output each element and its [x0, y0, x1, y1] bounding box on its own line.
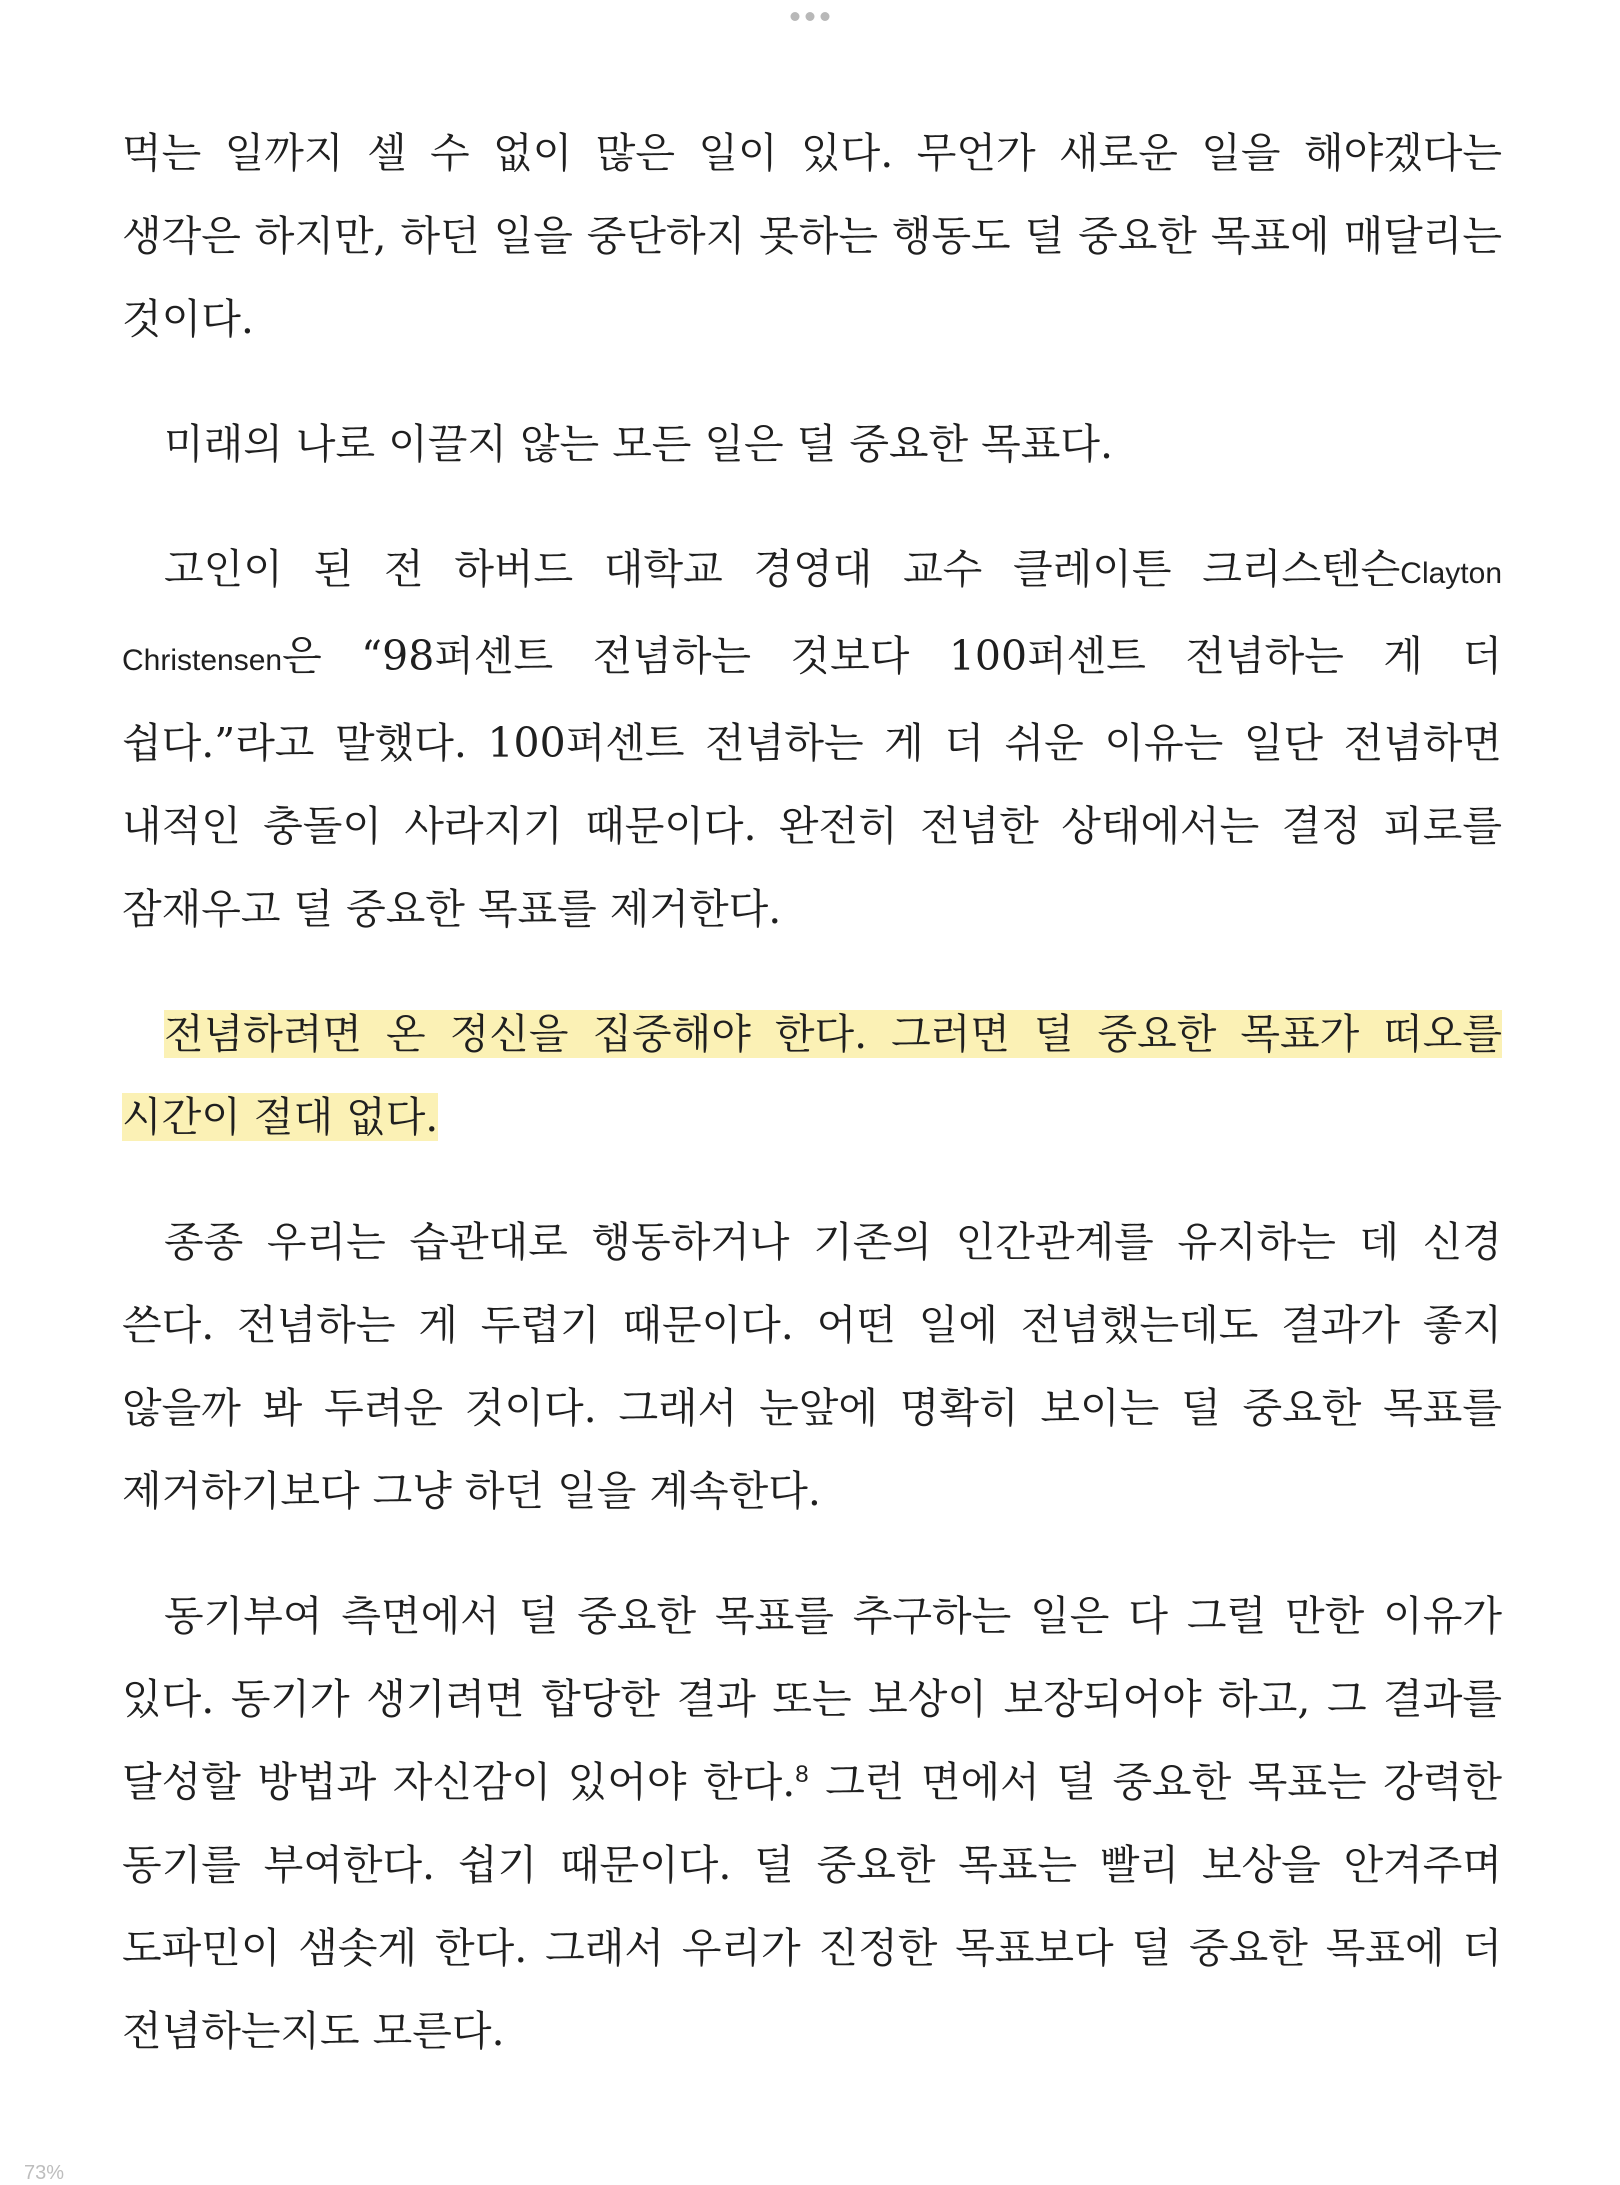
original-name: Clayton Christensen	[122, 557, 1502, 677]
paragraph-5: 종종 우리는 습관대로 행동하거나 기존의 인간관계를 유지하는 데 신경 쓴다. 전념하는 게 두렵기 때문이다. 어떤 일에 전념했는데도 결과가 좋지 않을까 봐 두려운 것이다. 그래서 눈앞에 명확히 보이는 덜 중요한 목표를 제거하기보다 그냥 하던 일을 계속한다.	[122, 1218, 1502, 1515]
more-options-handle[interactable]	[791, 12, 830, 21]
paragraph-6-text-before: 동기부여 측면에서 덜 중요한 목표를 추구하는 일은 다 그럴 만한 이유가 있다. 동기가 생기려면 합당한 결과 또는 보상이 보장되어야 하고, 그 결과를 달성할 방법과 자신감이 있어야 한다.	[122, 1592, 1502, 1806]
reading-progress: 73%	[24, 2162, 65, 2184]
dot-icon	[806, 12, 815, 21]
paragraph-3-text-before: 고인이 된 전 하버드 대학교 경영대 교수 클레이튼 크리스텐슨	[164, 545, 1401, 593]
dot-icon	[791, 12, 800, 21]
paragraph-4	[122, 993, 1502, 1159]
paragraph-3-text-after: 은 “98퍼센트 전념하는 것보다 100퍼센트 전념하는 게 더 쉽다.”라고 말했다. 100퍼센트 전념하는 게 더 쉬운 이유는 일단 전념하면 내적인 충돌이 사라지기 때문이다. 완전히 전념한 상태에서는 결정 피로를 잠재우고 덜 중요한 목표를 제거한다.	[122, 632, 1502, 933]
paragraph-1: 먹는 일까지 셀 수 없이 많은 일이 있다. 무언가 새로운 일을 해야겠다는 생각은 하지만, 하던 일을 중단하지 못하는 행동도 덜 중요한 목표에 매달리는 것이다.	[122, 129, 1502, 343]
footnote-link[interactable]: 8	[795, 1761, 809, 1788]
paragraph-2: 미래의 나로 이끌지 않는 모든 일은 덜 중요한 목표다.	[164, 420, 1114, 468]
paragraph-6	[122, 1575, 1502, 2073]
paragraph-6-text-after: 그런 면에서 덜 중요한 목표는 강력한 동기를 부여한다. 쉽기 때문이다. 덜 중요한 목표는 빨리 보상을 안겨주며 도파민이 샘솟게 한다. 그래서 우리가 진정한 목표보다 덜 중요한 목표에 더 전념하는지도 모른다.	[122, 1758, 1502, 2055]
highlighted-passage[interactable]: 전념하려면 온 정신을 집중해야 한다. 그러면 덜 중요한 목표가 떠오를 시간이 절대 없다.	[122, 1010, 1502, 1141]
reader-page[interactable]	[122, 112, 1502, 2115]
paragraph-3	[122, 528, 1502, 951]
dot-icon	[821, 12, 830, 21]
